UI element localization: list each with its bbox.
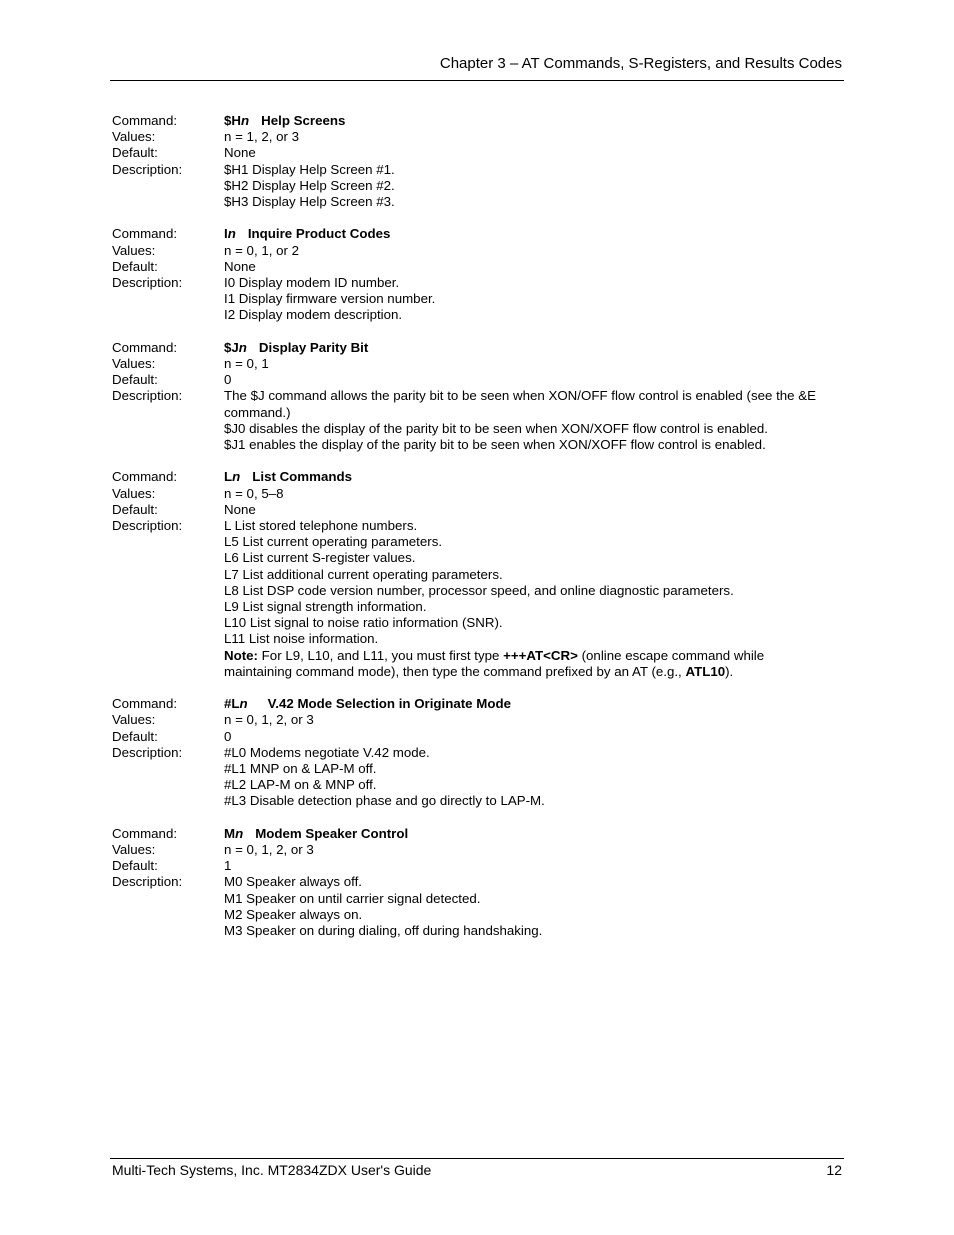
description-label: Description: bbox=[112, 744, 183, 760]
values-row bbox=[112, 842, 832, 858]
command-title: Display Parity Bit bbox=[258, 339, 369, 355]
command-heading bbox=[224, 113, 832, 129]
description-text bbox=[224, 162, 832, 211]
description-label: Description: bbox=[112, 874, 183, 890]
description-row bbox=[112, 162, 832, 211]
command-title: Help Screens bbox=[261, 113, 346, 128]
command-title: Inquire Product Codes bbox=[247, 226, 391, 242]
default-text: 0 bbox=[224, 372, 232, 388]
command-block-inquire-product-codes bbox=[112, 226, 832, 323]
description-line: L10 List signal to noise ratio information (SNR). bbox=[224, 615, 503, 631]
description-line: #L0 Modems negotiate V.42 mode. bbox=[224, 744, 430, 760]
command-heading bbox=[224, 469, 832, 485]
description-line: $H2 Display Help Screen #2. bbox=[224, 177, 395, 193]
description-text bbox=[224, 275, 832, 324]
description-line: M2 Speaker always on. bbox=[224, 906, 363, 922]
description-line: $H1 Display Help Screen #1. bbox=[224, 161, 395, 177]
command-block-help-screens bbox=[112, 113, 832, 210]
command-row bbox=[112, 340, 832, 356]
default-row bbox=[112, 858, 832, 874]
command-title: V.42 Mode Selection in Originate Mode bbox=[267, 696, 511, 712]
default-row bbox=[112, 372, 832, 388]
description-row bbox=[112, 518, 832, 680]
page-number: 12 bbox=[826, 1162, 842, 1178]
note-text: For L9, L10, and L11, you must first type bbox=[257, 647, 504, 663]
values-text: n = 0, 5–8 bbox=[224, 485, 284, 501]
description-line: $J0 disables the display of the parity bit to be seen when XON/XOFF flow control is enabled. bbox=[224, 420, 768, 436]
command-prefix: $J bbox=[224, 339, 239, 355]
note-example-command: ATL10 bbox=[685, 663, 726, 679]
command-heading bbox=[224, 696, 832, 712]
note-text: (online escape command while maintaining command mode), then type the command prefixed by an AT (e.g., bbox=[224, 647, 765, 679]
footer-rule bbox=[110, 1158, 844, 1159]
command-row bbox=[112, 113, 832, 129]
command-label: Command: bbox=[112, 113, 178, 128]
note-label: Note: bbox=[224, 647, 258, 663]
description-label: Description: bbox=[112, 161, 183, 177]
description-line: $H3 Display Help Screen #3. bbox=[224, 194, 395, 210]
description-line: L11 List noise information. bbox=[224, 631, 379, 647]
default-text: 0 bbox=[224, 728, 232, 744]
values-label: Values: bbox=[112, 485, 156, 501]
command-block-display-parity-bit bbox=[112, 340, 832, 453]
command-label: Command: bbox=[112, 226, 178, 242]
command-title: List Commands bbox=[252, 469, 352, 485]
default-text: 1 bbox=[224, 858, 232, 874]
values-text: n = 1, 2, or 3 bbox=[224, 129, 300, 145]
command-heading bbox=[224, 826, 832, 842]
description-line: M3 Speaker on during dialing, off during handshaking. bbox=[224, 923, 543, 939]
command-label: Command: bbox=[112, 339, 178, 355]
description-row bbox=[112, 388, 832, 453]
command-param: n bbox=[239, 696, 248, 712]
default-label: Default: bbox=[112, 372, 158, 388]
default-row bbox=[112, 729, 832, 745]
page-header-title: Chapter 3 – AT Commands, S-Registers, and Results Codes bbox=[439, 55, 842, 72]
values-row bbox=[112, 712, 832, 728]
description-line: L8 List DSP code version number, processor speed, and online diagnostic parameters. bbox=[224, 582, 734, 598]
command-prefix: M bbox=[224, 825, 236, 841]
command-label: Command: bbox=[112, 696, 178, 712]
command-label: Command: bbox=[112, 825, 178, 841]
command-param: n bbox=[227, 226, 236, 242]
description-line: M1 Speaker on until carrier signal detected. bbox=[224, 890, 481, 906]
command-heading bbox=[224, 340, 832, 356]
description-line: The $J command allows the parity bit to be seen when XON/OFF flow control is enabled (see the &E command.) bbox=[224, 388, 816, 420]
command-param: n bbox=[238, 339, 247, 355]
description-label: Description: bbox=[112, 275, 183, 291]
footer-guide-title: Multi-Tech Systems, Inc. MT2834ZDX User's Guide bbox=[112, 1162, 432, 1178]
default-row bbox=[112, 145, 832, 161]
description-label: Description: bbox=[112, 388, 183, 404]
command-row bbox=[112, 226, 832, 242]
values-text: n = 0, 1, 2, or 3 bbox=[224, 712, 314, 728]
command-title: Modem Speaker Control bbox=[255, 825, 409, 841]
description-text bbox=[224, 518, 832, 680]
values-label: Values: bbox=[112, 242, 156, 258]
values-label: Values: bbox=[112, 356, 156, 372]
default-row bbox=[112, 259, 832, 275]
default-row bbox=[112, 502, 832, 518]
description-row bbox=[112, 745, 832, 810]
default-text: None bbox=[224, 145, 256, 161]
command-heading bbox=[224, 226, 832, 242]
command-row bbox=[112, 469, 832, 485]
command-block-modem-speaker-control bbox=[112, 826, 832, 939]
command-block-list-commands bbox=[112, 469, 832, 680]
description-label: Description: bbox=[112, 518, 183, 534]
description-line: I1 Display firmware version number. bbox=[224, 291, 436, 307]
values-label: Values: bbox=[112, 129, 156, 145]
command-param: n bbox=[235, 825, 244, 841]
description-line: $J1 enables the display of the parity bit to be seen when XON/XOFF flow control is enabled. bbox=[224, 437, 766, 453]
description-line: I0 Display modem ID number. bbox=[224, 275, 400, 291]
note-paragraph bbox=[224, 648, 832, 680]
command-list bbox=[112, 113, 832, 955]
description-row bbox=[112, 275, 832, 324]
description-text bbox=[224, 745, 832, 810]
command-row bbox=[112, 826, 832, 842]
description-line: #L1 MNP on & LAP-M off. bbox=[224, 761, 377, 777]
header-rule bbox=[110, 80, 844, 81]
description-line: L5 List current operating parameters. bbox=[224, 534, 443, 550]
values-text: n = 0, 1 bbox=[224, 356, 269, 372]
note-text: ). bbox=[725, 663, 734, 679]
note-escape-command: +++AT<CR> bbox=[503, 647, 578, 663]
command-prefix: #L bbox=[224, 696, 240, 712]
command-prefix: L bbox=[224, 469, 233, 485]
command-prefix: I bbox=[224, 226, 228, 242]
description-line: M0 Speaker always off. bbox=[224, 874, 362, 890]
values-text: n = 0, 1, or 2 bbox=[224, 242, 300, 258]
default-label: Default: bbox=[112, 858, 158, 874]
description-text bbox=[224, 388, 832, 453]
default-label: Default: bbox=[112, 258, 158, 274]
description-line: L6 List current S-register values. bbox=[224, 550, 416, 566]
description-line: L7 List additional current operating parameters. bbox=[224, 566, 503, 582]
description-line: #L3 Disable detection phase and go directly to LAP-M. bbox=[224, 793, 545, 809]
command-block-v42-mode-selection bbox=[112, 696, 832, 809]
values-label: Values: bbox=[112, 842, 156, 858]
description-row bbox=[112, 874, 832, 939]
description-line: I2 Display modem description. bbox=[224, 307, 403, 323]
command-row bbox=[112, 696, 832, 712]
default-label: Default: bbox=[112, 501, 158, 517]
command-label: Command: bbox=[112, 469, 178, 485]
description-line: #L2 LAP-M on & MNP off. bbox=[224, 777, 377, 793]
command-param: n bbox=[232, 469, 241, 485]
description-line: L List stored telephone numbers. bbox=[224, 518, 418, 534]
command-param: n bbox=[241, 113, 250, 128]
values-row bbox=[112, 356, 832, 372]
values-row bbox=[112, 486, 832, 502]
default-label: Default: bbox=[112, 145, 158, 161]
default-text: None bbox=[224, 501, 256, 517]
values-text: n = 0, 1, 2, or 3 bbox=[224, 842, 314, 858]
command-prefix: $H bbox=[224, 113, 241, 128]
default-text: None bbox=[224, 258, 256, 274]
default-label: Default: bbox=[112, 728, 158, 744]
values-label: Values: bbox=[112, 712, 156, 728]
description-text bbox=[224, 874, 832, 939]
values-row bbox=[112, 243, 832, 259]
description-line: L9 List signal strength information. bbox=[224, 599, 427, 615]
values-row bbox=[112, 129, 832, 145]
